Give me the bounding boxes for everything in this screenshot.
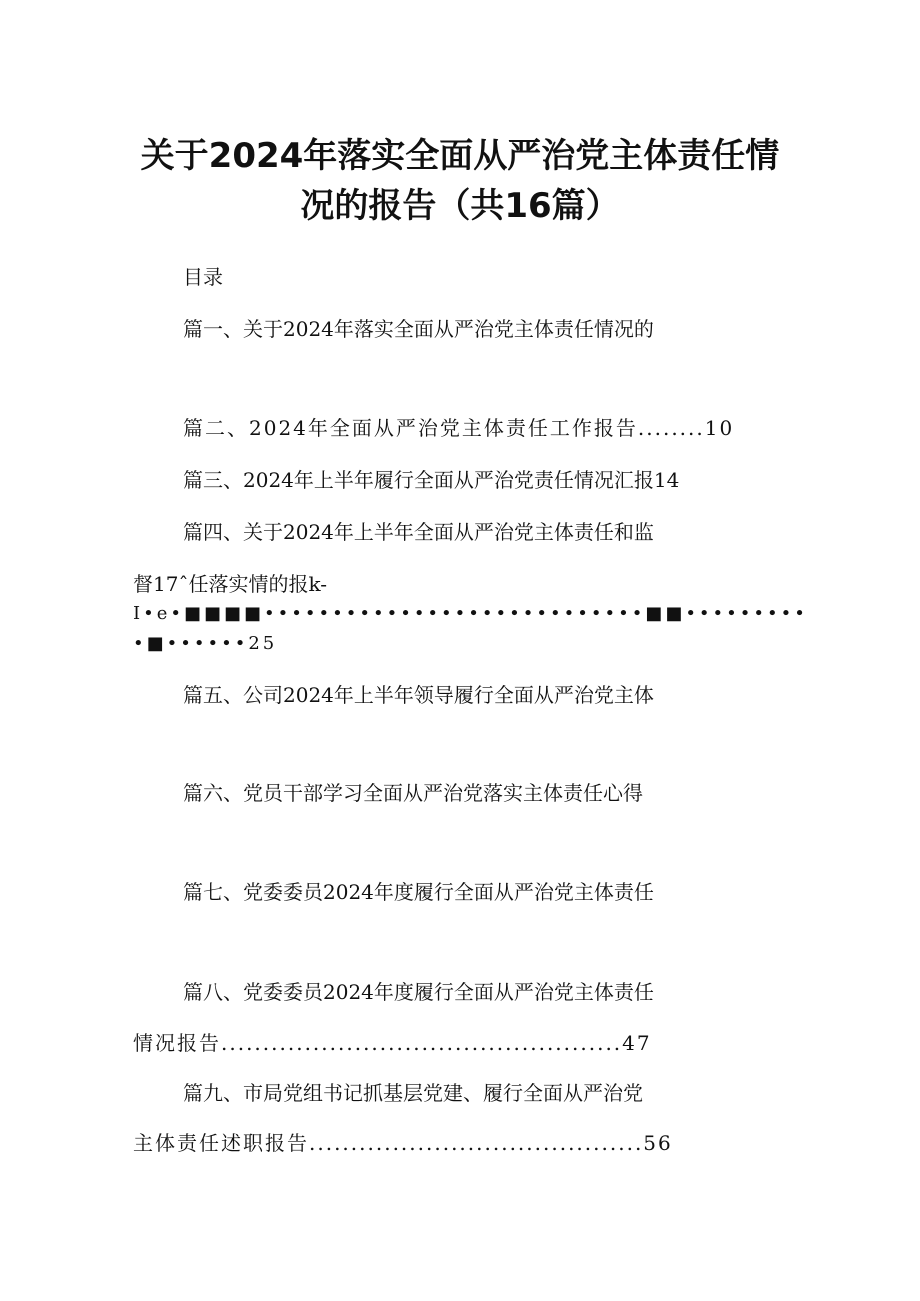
toc-entry-2[interactable]: 篇二、2024年全面从严治党主体责任工作报告........10	[183, 416, 735, 440]
toc-heading: 目录	[183, 265, 223, 289]
title-line-2: 况的报告（共16篇）	[300, 186, 620, 226]
toc-entry-4-cont[interactable]: 督17ˆ任落实情的报k-	[133, 572, 327, 596]
toc-entry-1[interactable]: 篇一、关于2024年落实全面从严治党主体责任情况的	[183, 317, 654, 341]
toc-entry-8-cont[interactable]: 情况报告................................................47	[133, 1031, 652, 1055]
toc-entry-9[interactable]: 篇九、市局党组书记抓基层党建、履行全面从严治党	[183, 1081, 643, 1105]
toc-entry-4-page: •■••••••25	[133, 633, 278, 654]
toc-entry-9-cont[interactable]: 主体责任述职报告........................................56	[133, 1131, 673, 1155]
toc-entry-6[interactable]: 篇六、党员干部学习全面从严治党落实主体责任心得	[183, 781, 643, 805]
toc-entry-8[interactable]: 篇八、党委委员2024年度履行全面从严治党主体责任	[183, 980, 654, 1004]
title-line-1: 关于2024年落实全面从严治党主体责任情	[140, 136, 780, 176]
toc-entry-4-garbled-dots: I•e•■■■■••••••••••••••••••••••••••••■■•••••••••	[133, 603, 808, 624]
toc-entry-3[interactable]: 篇三、2024年上半年履行全面从严治党责任情况汇报14	[183, 468, 680, 492]
toc-entry-5[interactable]: 篇五、公司2024年上半年领导履行全面从严治党主体	[183, 683, 654, 707]
toc-entry-7[interactable]: 篇七、党委委员2024年度履行全面从严治党主体责任	[183, 880, 654, 904]
toc-entry-4[interactable]: 篇四、关于2024年上半年全面从严治党主体责任和监	[183, 520, 654, 544]
